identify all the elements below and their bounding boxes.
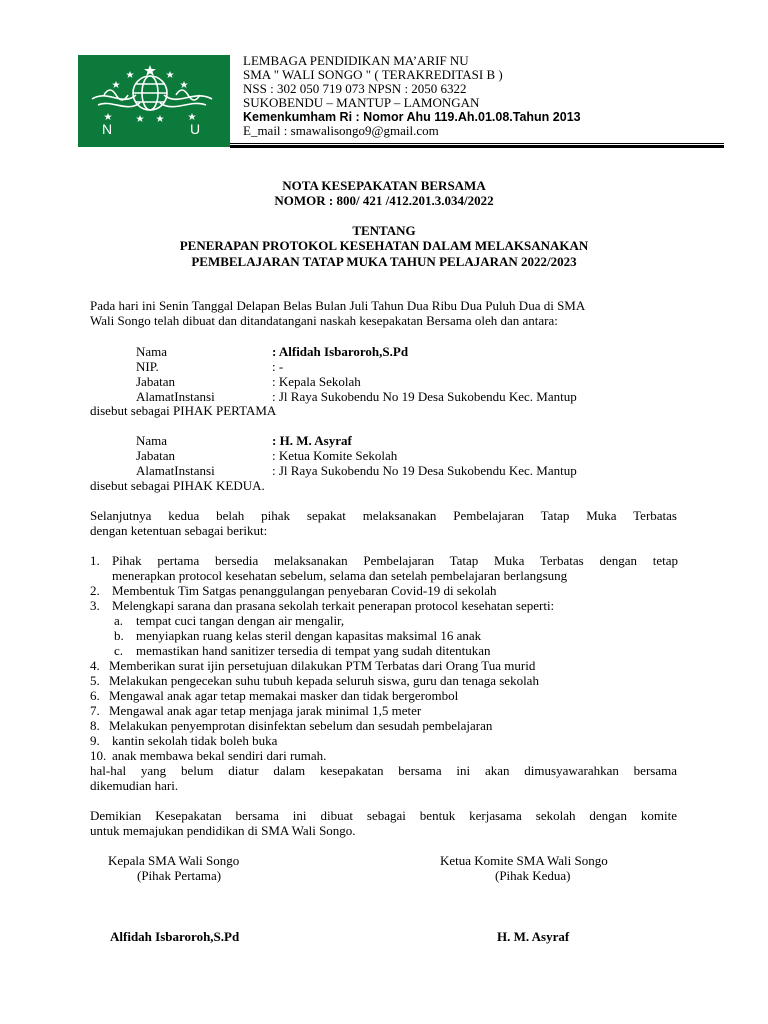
item-text-continued: menerapkan protocol kesehatan sebelum, selama dan setelah pembelajaran berlangsung: [112, 568, 568, 583]
subject-line-1: PENERAPAN PROTOKOL KESEHATAN DALAM MELAKSANAKAN: [179, 238, 589, 253]
remainder-line-2: dikemudian hari.: [90, 778, 179, 793]
school-email: E_mail : smawalisongo9@gmail.com: [243, 123, 439, 138]
item-number: 10.: [90, 748, 107, 763]
party-one-value-address: : Jl Raya Sukobendu No 19 Desa Sukobendu Kec. Mantup: [272, 389, 577, 404]
about-label: TENTANG: [352, 223, 416, 238]
party-two-value-name: : H. M. Asyraf: [272, 433, 352, 448]
item-text: Melengkapi sarana dan prasana sekolah terkait penerapan protocol kesehatan seperti:: [112, 598, 555, 613]
signature-left-name: Alfidah Isbaroroh,S.Pd: [110, 929, 240, 944]
signature-left-party: (Pihak Pertama): [137, 868, 222, 883]
signature-right-role: Ketua Komite SMA Wali Songo: [440, 853, 608, 868]
header-rule-thick: [230, 145, 724, 148]
party-two-label-position: Jabatan: [136, 448, 175, 463]
sub-item-text: memastikan hand sanitizer tersedia di tempat yang sudah ditentukan: [136, 643, 491, 658]
party-two-label-name: Nama: [136, 433, 168, 448]
party-two-value-address: : Jl Raya Sukobendu No 19 Desa Sukobendu Kec. Mantup: [272, 463, 577, 478]
item-text: Membentuk Tim Satgas penanggulangan penyebaran Covid-19 di sekolah: [112, 583, 497, 598]
item-number: 4.: [90, 658, 100, 673]
legal-registration: Kemenkumham Ri : Nomor Ahu 119.Ah.01.08.Tahun 2013: [243, 110, 581, 124]
sub-item-letter: c.: [114, 643, 124, 658]
remainder-line-1: hal-hal yang belum diatur dalam kesepakatan bersama ini akan dimusyawarahkan bersama: [90, 763, 677, 778]
item-text: Mengawal anak agar tetap memakai masker dan tidak bergerombol: [109, 688, 459, 703]
item-number: 6.: [90, 688, 100, 703]
party-two-label-address: AlamatInstansi: [136, 463, 215, 478]
closing-line-2: untuk memajukan pendidikan di SMA Wali Songo.: [90, 823, 356, 838]
party-one-value-name: : Alfidah Isbaroroh,S.Pd: [272, 344, 409, 359]
header-rule-thin: [230, 143, 724, 144]
item-text: Mengawal anak agar tetap menjaga jarak minimal 1,5 meter: [109, 703, 422, 718]
item-text: kantin sekolah tidak boleh buka: [112, 733, 278, 748]
school-ids: NSS : 302 050 719 073 NPSN : 2050 6322: [243, 81, 467, 96]
item-number: 1.: [90, 553, 100, 568]
item-number: 5.: [90, 673, 100, 688]
item-text: Melakukan pengecekan suhu tubuh kepada seluruh siswa, guru dan tenaga sekolah: [109, 673, 539, 688]
signature-right-name: H. M. Asyraf: [497, 929, 570, 944]
institution-name: LEMBAGA PENDIDIKAN MA’ARIF NU: [243, 53, 469, 68]
item-number: 2.: [90, 583, 100, 598]
item-number: 7.: [90, 703, 100, 718]
item-number: 8.: [90, 718, 100, 733]
party-one-label-position: Jabatan: [136, 374, 175, 389]
party-one-label-nip: NIP.: [136, 359, 159, 374]
item-text: anak membawa bekal sendiri dari rumah.: [112, 748, 327, 763]
party-one-designation: disebut sebagai PIHAK PERTAMA: [90, 403, 277, 418]
logo-letter-n: N: [102, 121, 113, 137]
sub-item-letter: b.: [114, 628, 124, 643]
agreement-intro-line-2: dengan ketentuan sebagai berikut:: [90, 523, 268, 538]
sub-item-text: menyiapkan ruang kelas steril dengan kapasitas maksimal 16 anak: [136, 628, 482, 643]
document-number: NOMOR : 800/ 421 /412.201.3.034/2022: [274, 193, 494, 208]
item-text: Pihak pertama bersedia melaksanakan Pembelajaran Tatap Muka Terbatas dengan tetap: [112, 553, 678, 568]
item-text: Memberikan surat ijin persetujuan dilakukan PTM Terbatas dari Orang Tua murid: [109, 658, 536, 673]
item-number: 9.: [90, 733, 100, 748]
item-text: Melakukan penyemprotan disinfektan sebelum dan sesudah pembelajaran: [109, 718, 493, 733]
logo-letter-u: U: [190, 121, 201, 137]
closing-line-1: Demikian Kesepakatan bersama ini dibuat sebagai bentuk kerjasama sekolah dengan komite: [90, 808, 677, 823]
signature-right-party: (Pihak Kedua): [495, 868, 571, 883]
party-one-value-position: : Kepala Sekolah: [272, 374, 361, 389]
party-one-label-name: Nama: [136, 344, 168, 359]
sub-item-text: tempat cuci tangan dengan air mengalir,: [136, 613, 345, 628]
item-number: 3.: [90, 598, 100, 613]
document-title: NOTA KESEPAKATAN BERSAMA: [282, 178, 486, 193]
intro-line-1: Pada hari ini Senin Tanggal Delapan Belas Bulan Juli Tahun Dua Ribu Dua Puluh Dua di SMA: [90, 298, 586, 313]
school-name: SMA " WALI SONGO " ( TERAKREDITASI B ): [243, 67, 503, 82]
subject-line-2: PEMBELAJARAN TATAP MUKA TAHUN PELAJARAN 2022/2023: [191, 254, 577, 269]
party-two-value-position: : Ketua Komite Sekolah: [272, 448, 398, 463]
school-address: SUKOBENDU – MANTUP – LAMONGAN: [243, 95, 480, 110]
sub-item-letter: a.: [114, 613, 124, 628]
signature-left-role: Kepala SMA Wali Songo: [108, 853, 240, 868]
intro-line-2: Wali Songo telah dibuat dan ditandatangani naskah kesepakatan Bersama oleh dan antara:: [90, 313, 558, 328]
party-one-label-address: AlamatInstansi: [136, 389, 215, 404]
globe-emblem-icon: [78, 55, 230, 147]
party-two-designation: disebut sebagai PIHAK KEDUA.: [90, 478, 265, 493]
party-one-value-nip: : -: [272, 359, 284, 374]
agreement-intro-line-1: Selanjutnya kedua belah pihak sepakat melaksanakan Pembelajaran Tatap Muka Terbatas: [90, 508, 677, 523]
nu-logo: [78, 55, 230, 147]
